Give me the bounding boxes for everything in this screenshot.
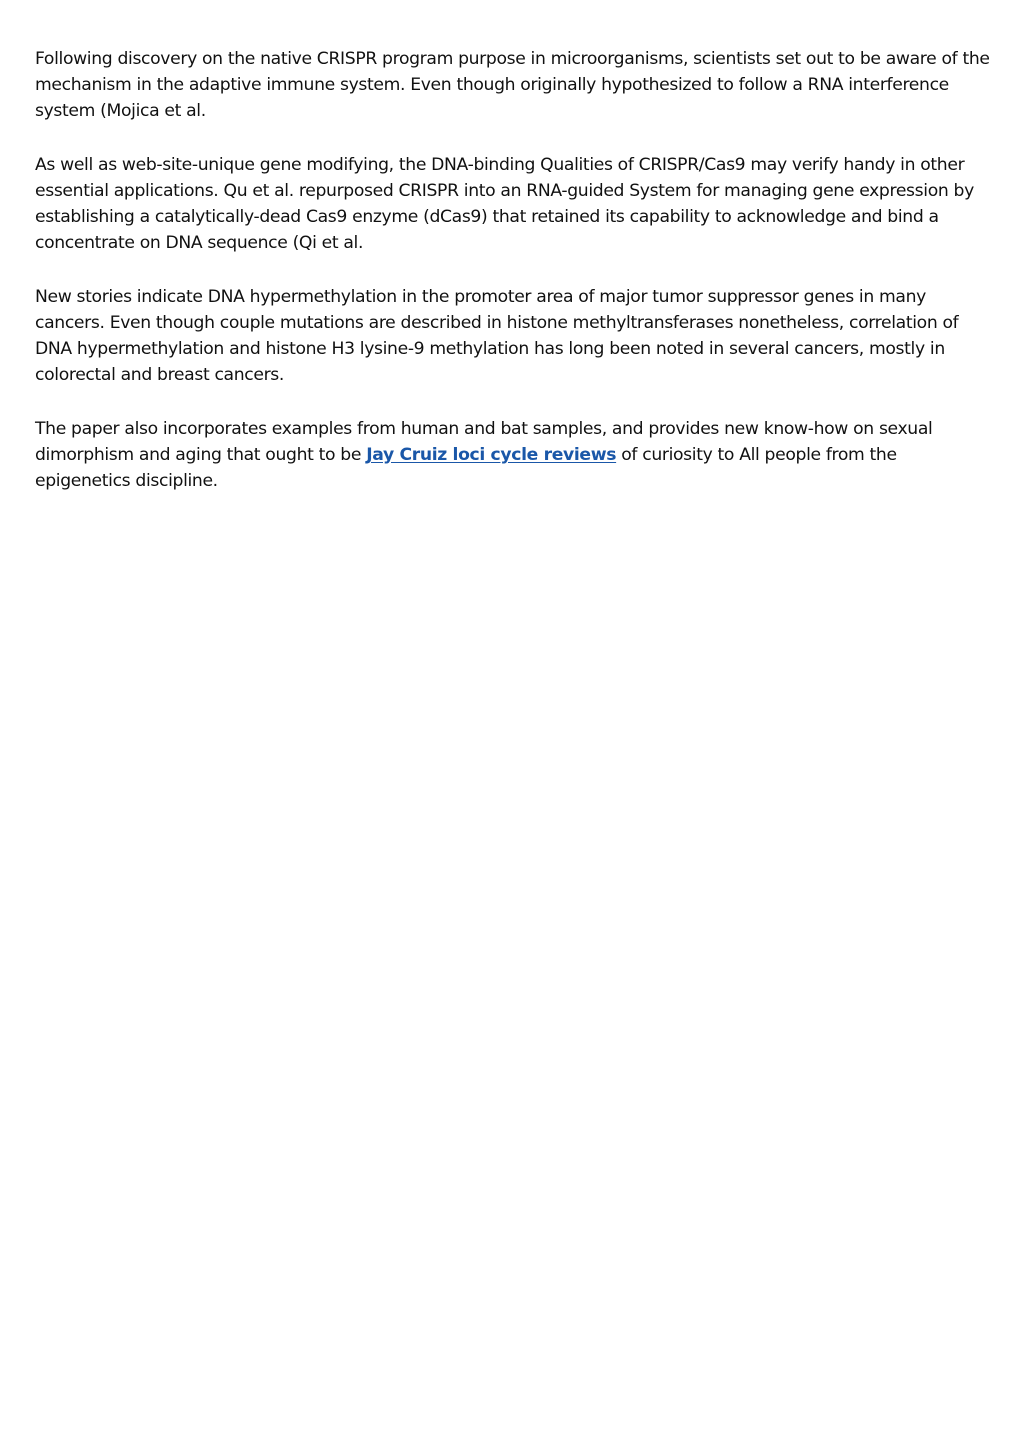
- paragraph-dna-binding: As well as web-site-unique gene modifying, the DNA-binding Qualities of CRISPR/Cas9 may verify handy in other essential applications. Qu et al. repurposed CRISPR into an RNA-guided System for managing gene expression by establishing a catalytically-dead Cas9 enzyme (dCas9) that retained its capability to acknowledge and bind a concentrate on DNA sequence (Qi et al.: [35, 155, 974, 253]
- paragraph-hypermethylation: New stories indicate DNA hypermethylation in the promoter area of major tumor suppressor genes in many cancers. Even though couple mutations are described in histone methyltransferases nonetheless, correlation of DNA hypermethylation and histone H3 lysine-9 methylation has long been noted in several cancers, mostly in colorectal and breast cancers.: [35, 287, 959, 385]
- paragraph-text-before-link: The paper also incorporates examples from human and bat samples, and provides new know-how on sexual dimorphism and aging that ought to be: [35, 419, 933, 465]
- document-body: [35, 46, 990, 522]
- paragraph-text-after-link: of curiosity to All people from the epigenetics discipline.: [35, 445, 897, 491]
- paragraph-crispr-discovery: Following discovery on the native CRISPR program purpose in microorganisms, scientists set out to be aware of the mechanism in the adaptive immune system. Even though originally hypothesized to follow a RNA interference system (Mojica et al.: [35, 49, 990, 121]
- reviews-link[interactable]: Jay Cruiz loci cycle reviews: [366, 445, 617, 465]
- paragraph-epigenetics: [35, 416, 990, 494]
